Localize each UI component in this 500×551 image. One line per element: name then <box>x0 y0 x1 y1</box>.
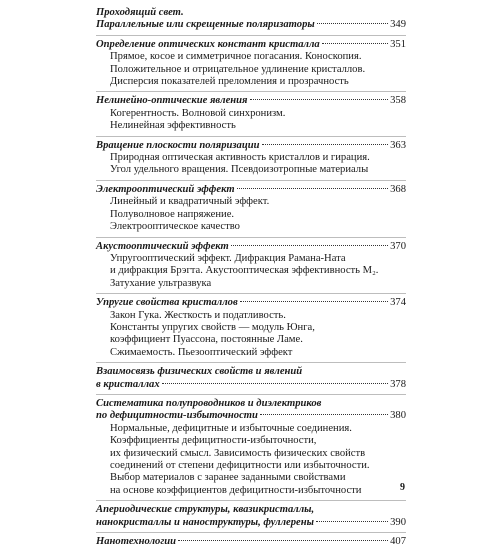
page-ref: 358 <box>390 95 406 107</box>
subtopic-list <box>96 152 406 177</box>
toc-section <box>96 501 406 533</box>
subtopic-line: Дисперсия показателей преломления и прозрачность <box>110 76 349 88</box>
dot-leader <box>240 301 388 302</box>
subtopic-line: Угол удельного вращения. Псевдоизотропные материалы <box>110 164 369 176</box>
dot-leader <box>322 43 388 44</box>
toc-entry-row[interactable] <box>96 95 406 107</box>
section-heading: Нелинейно-оптические явления <box>96 95 248 107</box>
toc-entry-row[interactable] <box>96 19 406 31</box>
subtopic-line: и дифракция Брэгта. Акустооптическая эффективность M₂. <box>110 265 379 277</box>
toc-section <box>96 4 406 36</box>
toc-entry-row[interactable] <box>96 39 406 51</box>
subtopic-line: коэффициент Пуассона, постоянные Ламе. <box>110 334 303 346</box>
subtopic-line: Линейный и квадратичный эффект. <box>110 196 270 208</box>
subtopic-line: Упругооптический эффект. Дифракция Рамана-Ната <box>110 252 346 264</box>
section-heading: в кристаллах <box>96 378 160 390</box>
subtopic-line: Нормальные, дефицитные и избыточные соединения. <box>110 422 352 434</box>
section-heading: Электрооптический эффект <box>96 183 235 195</box>
subtopic-line: Нелинейная эффективность <box>110 120 236 132</box>
toc-section <box>96 533 406 551</box>
page-ref: 370 <box>390 240 406 252</box>
page-ref: 351 <box>390 38 406 50</box>
toc-entry-row[interactable] <box>96 297 406 309</box>
page-ref: 390 <box>390 516 406 528</box>
section-heading-line: Апериодические структуры, квазикристаллы, <box>96 504 315 516</box>
section-heading: Упругие свойства кристаллов <box>96 297 238 309</box>
dot-leader <box>260 414 388 415</box>
page-ref: 407 <box>390 536 406 548</box>
table-of-contents <box>96 4 406 551</box>
toc-entry-row[interactable] <box>96 140 406 152</box>
toc-entry-row[interactable] <box>96 379 406 391</box>
subtopic-line: их физический смысл. Зависимость физических свойств <box>110 447 366 459</box>
dot-leader <box>262 144 389 145</box>
section-heading-line: Систематика полупроводников и диэлектриков <box>96 397 322 409</box>
section-heading: Нанотехнологии <box>96 536 177 548</box>
dot-leader <box>250 99 389 100</box>
page-ref: 374 <box>390 297 406 309</box>
page-ref: 363 <box>390 139 406 151</box>
dot-leader <box>317 23 388 24</box>
toc-section <box>96 238 406 295</box>
subtopic-line: Полуволновое напряжение. <box>110 208 235 220</box>
subtopic-line: Когерентность. Волновой синхронизм. <box>110 107 286 119</box>
subtopic-line: Константы упругих свойств — модуль Юнга, <box>110 321 315 333</box>
dot-leader <box>316 521 388 522</box>
toc-section <box>96 363 406 395</box>
subtopic-line: Коэффициенты дефицитности-избыточности, <box>110 435 317 447</box>
section-heading: Акустооптический эффект <box>96 240 229 252</box>
subtopic-line: Закон Гука. Жесткость и податливость. <box>110 309 286 321</box>
toc-entry-row[interactable] <box>96 517 406 529</box>
page-ref: 378 <box>390 378 406 390</box>
dot-leader <box>237 188 389 189</box>
section-heading: Определение оптических констант кристалла <box>96 38 320 50</box>
toc-section <box>96 36 406 93</box>
subtopic-line: Положительное и отрицательное удлинение кристаллов. <box>110 63 366 75</box>
page-ref: 368 <box>390 183 406 195</box>
subtopic-list <box>96 253 406 290</box>
section-heading: Параллельные или скрещенные поляризаторы <box>96 19 315 31</box>
subtopic-list <box>96 196 406 233</box>
toc-section <box>96 181 406 238</box>
toc-section <box>96 92 406 136</box>
toc-entry-row[interactable] <box>96 410 406 422</box>
page-ref: 380 <box>390 410 406 422</box>
subtopic-line: Электрооптическое качество <box>110 221 240 233</box>
toc-entry-row[interactable] <box>96 536 406 548</box>
section-heading-line: Проходящий свет. <box>96 7 184 18</box>
subtopic-list <box>96 108 406 133</box>
subtopic-list <box>96 423 406 497</box>
section-heading: по дефицитности-избыточности <box>96 410 258 422</box>
toc-entry-row[interactable] <box>96 241 406 253</box>
section-heading: нанокристаллы и наноструктуры, фуллерены <box>96 516 314 528</box>
subtopic-line: Прямое, косое и симметричное погасания. Коноскопия. <box>110 51 362 63</box>
subtopic-line: Сжимаемость. Пьезооптический эффект <box>110 346 293 358</box>
toc-entry-row[interactable] <box>96 184 406 196</box>
dot-leader <box>231 245 388 246</box>
subtopic-list <box>96 51 406 88</box>
dot-leader <box>178 540 388 541</box>
toc-section <box>96 137 406 181</box>
dot-leader <box>162 383 388 384</box>
toc-section <box>96 294 406 363</box>
page-number: 9 <box>400 482 405 493</box>
subtopic-line: Затухание ультразвука <box>110 277 212 289</box>
subtopic-line: на основе коэффициентов дефицитности-избыточности <box>110 484 362 496</box>
subtopic-line: соединений от степени дефицитности или избыточности. <box>110 460 370 471</box>
page-ref: 349 <box>390 19 406 31</box>
subtopic-line: Выбор материалов с заранее заданными свойствами <box>110 472 346 484</box>
subtopic-list <box>96 310 406 360</box>
section-heading-line: Взаимосвязь физических свойств и явлений <box>96 366 303 378</box>
section-heading: Вращение плоскости поляризации <box>96 139 260 151</box>
toc-section <box>96 395 406 501</box>
subtopic-line: Природная оптическая активность кристаллов и гирация. <box>110 152 370 164</box>
